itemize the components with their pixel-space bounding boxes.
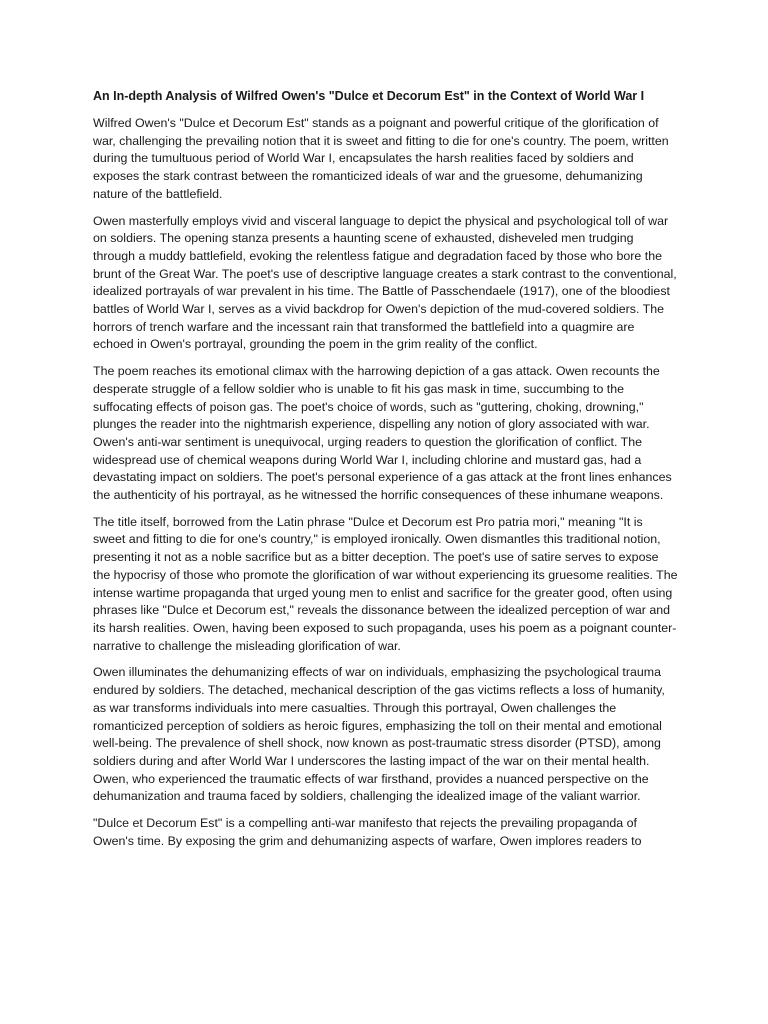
paragraph-gas-attack: The poem reaches its emotional climax with the harrowing depiction of a gas attack. Owen recounts the desperate struggle of a fellow soldier who is unable to fit his gas mask in time, succumbing to the suffocating effects of poison gas. The poet's choice of words, such as "guttering, choking, drowning," plunges the reader into the nightmarish experience, dispelling any notion of glory associated with war. Owen's anti-war sentiment is unequivocal, urging readers to question the glorification of conflict. The widespread use of chemical weapons during World War I, including chlorine and mustard gas, had a devastating impact on soldiers. The poet's personal experience of a gas attack at the front lines enhances the authenticity of his portrayal, as he witnessed the horrific consequences of these inhumane weapons. — [93, 364, 672, 503]
paragraph-language: Owen masterfully employs vivid and visceral language to depict the physical and psychological toll of war on soldiers. The opening stanza presents a haunting scene of exhausted, disheveled men trudging through a muddy battlefield, evoking the relentless fatigue and degradation faced by those who bore the brunt of the Great War. The poet's use of descriptive language creates a stark contrast to the conventional, idealized portrayals of war prevalent in his time. The Battle of Passchendaele (1917), one of the bloodiest battles of World War I, serves as a vivid backdrop for Owen's depiction of the mud-covered soldiers. The horrors of trench warfare and the incessant rain that transformed the battlefield into a quagmire are echoed in Owen's portrayal, grounding the poem in the grim reality of the conflict. — [93, 213, 677, 352]
document-body — [93, 86, 678, 859]
paragraph-dehumanization: Owen illuminates the dehumanizing effects of war on individuals, emphasizing the psychological trauma endured by soldiers. The detached, mechanical description of the gas victims reflects a loss of humanity, as war transforms individuals into mere casualties. Through this portrayal, Owen challenges the romanticized perception of soldiers as heroic figures, emphasizing the toll on their mental and emotional well-being. The prevalence of shell shock, now known as post-traumatic stress disorder (PTSD), among soldiers during and after World War I underscores the lasting impact of the war on their mental health. Owen, who experienced the traumatic effects of war firsthand, provides a nuanced perspective on the dehumanization and trauma faced by soldiers, challenging the idealized image of the valiant warrior. — [93, 665, 665, 804]
paragraph-intro: Wilfred Owen's "Dulce et Decorum Est" stands as a poignant and powerful critique of the glorification of war, challenging the prevailing notion that it is sweet and fitting to die for one's country. The poem, written during the tumultuous period of World War I, encapsulates the harsh realities faced by soldiers and exposes the stark contrast between the romanticized ideals of war and the gruesome, dehumanizing nature of the battlefield. — [93, 116, 669, 201]
paragraph-title-irony: The title itself, borrowed from the Latin phrase "Dulce et Decorum est Pro patria mori," meaning "It is sweet and fitting to die for one's country," is employed ironically. Owen dismantles this traditional notion, presenting it not as a noble sacrifice but as a bitter deception. The poet's use of satire serves to expose the hypocrisy of those who promote the glorification of war without experiencing its gruesome realities. The intense wartime propaganda that urged young men to enlist and sacrifice for the greater good, often using phrases like "Dulce et Decorum est," reveals the dissonance between the idealized perception of war and its harsh realities. Owen, having been exposed to such propaganda, uses his poem as a poignant counter-narrative to challenge the misleading glorification of war. — [93, 514, 678, 653]
paragraph-conclusion: "Dulce et Decorum Est" is a compelling anti-war manifesto that rejects the prevailing propaganda of Owen's time. By exposing the grim and dehumanizing aspects of warfare, Owen implores readers to — [93, 816, 642, 848]
document-title: An In-depth Analysis of Wilfred Owen's "Dulce et Decorum Est" in the Context of World War I — [93, 89, 645, 103]
